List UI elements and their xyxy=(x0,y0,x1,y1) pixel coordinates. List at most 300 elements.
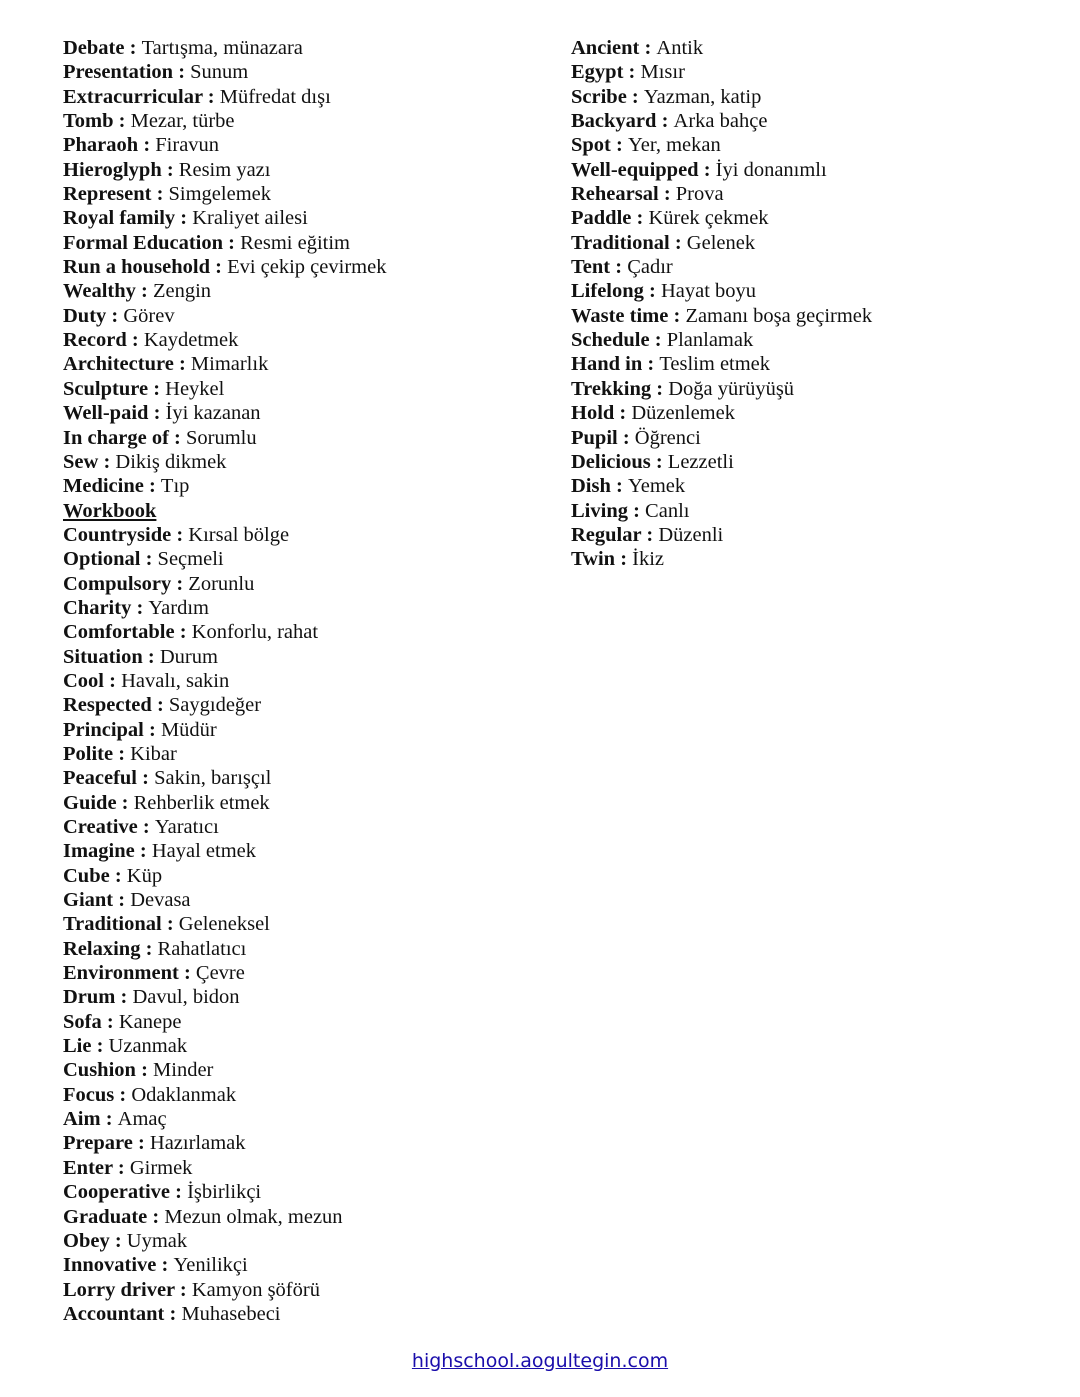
vocabulary-meaning: Öğrenci xyxy=(634,426,701,449)
vocabulary-term: Dish xyxy=(571,475,611,498)
vocabulary-entry xyxy=(571,85,1051,109)
vocabulary-meaning: Girmek xyxy=(129,1156,193,1179)
vocabulary-entry xyxy=(63,474,543,498)
vocabulary-meaning: İyi kazanan xyxy=(165,402,261,425)
term-separator: : xyxy=(131,596,149,619)
vocabulary-meaning: Uzanmak xyxy=(108,1035,188,1058)
term-separator: : xyxy=(209,256,228,279)
vocabulary-term: Respected xyxy=(63,694,152,717)
vocabulary-meaning: Yer, mekan xyxy=(627,134,721,157)
vocabulary-term: Giant xyxy=(63,889,114,912)
term-separator: : xyxy=(113,110,131,133)
term-separator: : xyxy=(148,402,166,425)
vocabulary-meaning: Zorunlu xyxy=(188,572,255,595)
vocabulary-term: Ancient xyxy=(571,37,640,59)
vocabulary-meaning: Saygıdeğer xyxy=(168,694,262,717)
vocabulary-meaning: Uymak xyxy=(126,1229,188,1252)
vocabulary-meaning: Kırsal bölge xyxy=(188,523,290,546)
vocabulary-term: Peaceful xyxy=(63,767,137,790)
vocabulary-entry xyxy=(571,377,1051,401)
vocabulary-meaning: Planlamak xyxy=(666,329,754,352)
vocabulary-term: Debate xyxy=(63,37,125,59)
vocabulary-term: Extracurricular xyxy=(63,85,203,108)
vocabulary-entry xyxy=(63,304,543,328)
vocabulary-entry xyxy=(63,839,543,863)
vocabulary-term: Hieroglyph xyxy=(63,158,162,181)
term-separator: : xyxy=(142,645,160,668)
vocabulary-term: Graduate xyxy=(63,1205,148,1228)
vocabulary-entry xyxy=(63,523,543,547)
vocabulary-entry xyxy=(571,328,1051,352)
vocabulary-entry xyxy=(63,572,543,596)
vocabulary-term: Lie xyxy=(63,1035,92,1058)
term-separator: : xyxy=(650,450,668,473)
vocabulary-entry xyxy=(63,1107,543,1131)
vocabulary-entry xyxy=(63,1278,543,1302)
vocabulary-entry xyxy=(63,1229,543,1253)
vocabulary-entry xyxy=(571,36,1051,60)
vocabulary-term: Tomb xyxy=(63,110,114,133)
vocabulary-meaning: Sorumlu xyxy=(185,426,257,449)
vocabulary-meaning: Yaratıcı xyxy=(154,816,219,838)
vocabulary-entry xyxy=(571,206,1051,230)
term-separator: : xyxy=(202,85,220,108)
vocabulary-meaning: Simgelemek xyxy=(168,183,271,206)
term-separator: : xyxy=(143,475,161,498)
vocabulary-term: Presentation xyxy=(63,61,174,84)
vocabulary-term: Charity xyxy=(63,596,132,619)
vocabulary-meaning: Zamanı boşa geçirmek xyxy=(685,304,873,327)
term-separator: : xyxy=(109,1229,127,1252)
vocabulary-entry xyxy=(63,60,543,84)
term-separator: : xyxy=(174,1278,192,1301)
vocabulary-meaning: Sunum xyxy=(190,61,249,84)
vocabulary-meaning: Kaydetmek xyxy=(143,329,239,352)
vocabulary-term: Well-paid xyxy=(63,402,149,425)
vocabulary-meaning: Görev xyxy=(123,304,175,327)
term-separator: : xyxy=(91,1035,109,1058)
vocabulary-term: Cooperative xyxy=(63,1181,171,1204)
term-separator: : xyxy=(698,158,716,181)
vocabulary-term: Pupil xyxy=(571,426,618,449)
term-separator: : xyxy=(106,304,124,327)
vocabulary-term: Medicine xyxy=(63,475,144,498)
term-separator: : xyxy=(137,767,155,790)
vocabulary-entry xyxy=(571,133,1051,157)
term-separator: : xyxy=(617,426,635,449)
vocabulary-meaning: Hayat boyu xyxy=(660,280,757,303)
vocabulary-entry xyxy=(571,158,1051,182)
term-separator: : xyxy=(639,37,657,59)
vocabulary-entry xyxy=(571,231,1051,255)
vocabulary-entry xyxy=(63,1010,543,1034)
vocabulary-meaning: Durum xyxy=(159,645,218,668)
term-separator: : xyxy=(173,61,191,84)
vocabulary-term: Run a household xyxy=(63,256,210,279)
vocabulary-meaning: Resim yazı xyxy=(178,158,271,181)
vocabulary-entry xyxy=(571,279,1051,303)
term-separator: : xyxy=(147,1205,165,1228)
term-separator: : xyxy=(610,256,628,279)
vocabulary-entry xyxy=(63,377,543,401)
vocabulary-meaning: İyi donanımlı xyxy=(715,158,827,181)
term-separator: : xyxy=(161,913,179,936)
vocabulary-term: Sculpture xyxy=(63,377,149,400)
vocabulary-term: Formal Education xyxy=(63,231,224,254)
footer-site-link[interactable]: highschool.aogultegin.com xyxy=(411,1350,669,1372)
vocabulary-meaning: Tartışma, münazara xyxy=(141,37,303,59)
vocabulary-meaning: Mezun olmak, mezun xyxy=(164,1205,343,1228)
vocabulary-term: Drum xyxy=(63,986,116,1009)
vocabulary-meaning: Sakin, barışçıl xyxy=(154,767,272,790)
vocabulary-entry xyxy=(63,109,543,133)
vocabulary-meaning: Hazırlamak xyxy=(149,1132,246,1155)
vocabulary-term: Duty xyxy=(63,304,107,327)
vocabulary-entry xyxy=(571,450,1051,474)
vocabulary-meaning: Hayal etmek xyxy=(151,840,256,863)
vocabulary-term: Comfortable xyxy=(63,621,175,644)
term-separator: : xyxy=(627,499,646,522)
vocabulary-entry xyxy=(63,1131,543,1155)
term-separator: : xyxy=(175,207,193,230)
term-separator: : xyxy=(631,207,649,230)
vocabulary-entry xyxy=(63,1253,543,1277)
term-separator: : xyxy=(101,1010,119,1033)
vocabulary-list-left xyxy=(63,36,543,1326)
vocabulary-term: Accountant xyxy=(63,1302,165,1325)
term-separator: : xyxy=(126,329,144,352)
vocabulary-entry xyxy=(571,547,1051,571)
vocabulary-meaning: Çadır xyxy=(627,256,673,279)
term-separator: : xyxy=(614,402,632,425)
term-separator: : xyxy=(104,669,122,692)
vocabulary-entry xyxy=(63,255,543,279)
vocabulary-term: Pharaoh xyxy=(63,134,139,157)
term-separator: : xyxy=(170,1181,188,1204)
vocabulary-entry xyxy=(63,231,543,255)
vocabulary-entry xyxy=(63,328,543,352)
vocabulary-meaning: Canlı xyxy=(645,499,690,522)
vocabulary-entry xyxy=(63,85,543,109)
term-separator: : xyxy=(643,280,661,303)
vocabulary-term: Environment xyxy=(63,962,179,985)
vocabulary-entry xyxy=(571,474,1051,498)
vocabulary-term: Backyard xyxy=(571,110,657,133)
section-heading-workbook xyxy=(63,499,543,523)
vocabulary-meaning: Kibar xyxy=(130,742,177,765)
vocabulary-term: Traditional xyxy=(63,913,162,936)
vocabulary-entry xyxy=(63,182,543,206)
vocabulary-term: Hand in xyxy=(571,353,643,376)
vocabulary-term: In charge of xyxy=(63,426,169,449)
vocabulary-term: Paddle xyxy=(571,207,632,230)
vocabulary-meaning: Mısır xyxy=(640,61,685,84)
vocabulary-meaning: Muhasebeci xyxy=(181,1302,281,1325)
vocabulary-meaning: Tıp xyxy=(160,475,190,498)
vocabulary-meaning: Kraliyet ailesi xyxy=(192,207,308,230)
vocabulary-term: Enter xyxy=(63,1156,113,1179)
term-separator: : xyxy=(626,85,644,108)
vocabulary-meaning: Yazman, katip xyxy=(643,85,762,108)
vocabulary-entry xyxy=(63,718,543,742)
vocabulary-entry xyxy=(63,450,543,474)
vocabulary-entry xyxy=(63,766,543,790)
vocabulary-entry xyxy=(63,133,543,157)
vocabulary-meaning: Düzenli xyxy=(658,523,724,546)
vocabulary-entry xyxy=(63,791,543,815)
vocabulary-entry xyxy=(63,1058,543,1082)
term-separator: : xyxy=(171,523,189,546)
vocabulary-meaning: Zengin xyxy=(152,280,212,303)
term-separator: : xyxy=(114,1083,132,1106)
vocabulary-term: Lorry driver xyxy=(63,1278,175,1301)
vocabulary-meaning: Müdür xyxy=(160,718,217,741)
vocabulary-term: Royal family xyxy=(63,207,176,230)
term-separator: : xyxy=(610,134,628,157)
vocabulary-term: Waste time xyxy=(571,304,669,327)
vocabulary-entry xyxy=(63,158,543,182)
vocabulary-term: Architecture xyxy=(63,353,174,376)
vocabulary-entry xyxy=(63,1083,543,1107)
term-separator: : xyxy=(161,158,179,181)
term-separator: : xyxy=(151,694,169,717)
vocabulary-term: Focus xyxy=(63,1083,115,1106)
vocabulary-meaning: Gelenek xyxy=(686,231,756,254)
vocabulary-meaning: Resmi eğitim xyxy=(240,231,351,254)
vocabulary-meaning: Konforlu, rahat xyxy=(191,621,319,644)
vocabulary-meaning: Geleneksel xyxy=(178,913,270,936)
vocabulary-term: Relaxing xyxy=(63,937,141,960)
vocabulary-meaning: Arka bahçe xyxy=(673,110,768,133)
vocabulary-meaning: Kürek çekmek xyxy=(648,207,769,230)
term-separator: : xyxy=(171,572,189,595)
vocabulary-term: Cushion xyxy=(63,1059,136,1082)
vocabulary-meaning: Heykel xyxy=(165,377,225,400)
vocabulary-entry xyxy=(571,426,1051,450)
vocabulary-term: Creative xyxy=(63,816,138,838)
footer xyxy=(0,1350,1080,1372)
term-separator: : xyxy=(113,889,131,912)
vocabulary-meaning: İşbirlikçi xyxy=(187,1181,262,1204)
vocabulary-meaning: Odaklanmak xyxy=(131,1083,237,1106)
vocabulary-entry xyxy=(571,304,1051,328)
term-separator: : xyxy=(656,110,674,133)
vocabulary-entry xyxy=(63,206,543,230)
vocabulary-entry xyxy=(63,985,543,1009)
section-heading-label: Workbook xyxy=(63,499,157,522)
vocabulary-entry xyxy=(63,279,543,303)
vocabulary-term: Sofa xyxy=(63,1010,102,1033)
vocabulary-term: Trekking xyxy=(571,377,652,400)
vocabulary-entry xyxy=(63,1156,543,1180)
term-separator: : xyxy=(143,718,161,741)
vocabulary-list-right xyxy=(571,36,1051,572)
vocabulary-meaning: Seçmeli xyxy=(157,548,224,571)
term-separator: : xyxy=(148,377,166,400)
term-separator: : xyxy=(615,548,633,571)
vocabulary-term: Cube xyxy=(63,864,110,887)
vocabulary-entry xyxy=(63,1180,543,1204)
term-separator: : xyxy=(140,937,158,960)
vocabulary-term: Tent xyxy=(571,256,611,279)
vocabulary-meaning: İkiz xyxy=(632,548,665,571)
vocabulary-entry xyxy=(63,742,543,766)
term-separator: : xyxy=(668,304,686,327)
vocabulary-term: Sew xyxy=(63,450,99,473)
term-separator: : xyxy=(164,1302,182,1325)
term-separator: : xyxy=(658,183,676,206)
vocabulary-entry xyxy=(63,36,543,60)
term-separator: : xyxy=(109,864,127,887)
vocabulary-term: Cool xyxy=(63,669,104,692)
vocabulary-entry xyxy=(63,693,543,717)
term-separator: : xyxy=(623,61,641,84)
term-separator: : xyxy=(174,621,192,644)
term-separator: : xyxy=(223,231,241,254)
vocabulary-entry xyxy=(571,401,1051,425)
vocabulary-meaning: Dikiş dikmek xyxy=(115,450,227,473)
vocabulary-meaning: Yenilikçi xyxy=(173,1254,248,1277)
vocabulary-term: Hold xyxy=(571,402,615,425)
vocabulary-term: Well-equipped xyxy=(571,158,699,181)
vocabulary-entry xyxy=(63,912,543,936)
term-separator: : xyxy=(649,329,667,352)
term-separator: : xyxy=(151,183,169,206)
vocabulary-term: Situation xyxy=(63,645,143,668)
vocabulary-term: Imagine xyxy=(63,840,135,863)
term-separator: : xyxy=(137,816,155,838)
vocabulary-term: Countryside xyxy=(63,523,172,546)
vocabulary-term: Rehearsal xyxy=(571,183,659,206)
vocabulary-entry xyxy=(63,1205,543,1229)
vocabulary-term: Scribe xyxy=(571,85,627,108)
vocabulary-entry xyxy=(63,815,543,839)
vocabulary-meaning: Devasa xyxy=(130,889,191,912)
vocabulary-meaning: Yemek xyxy=(627,475,686,498)
vocabulary-term: Obey xyxy=(63,1229,110,1252)
vocabulary-term: Wealthy xyxy=(63,280,136,303)
vocabulary-entry xyxy=(63,864,543,888)
term-separator: : xyxy=(173,353,191,376)
vocabulary-meaning: Kanepe xyxy=(118,1010,182,1033)
vocabulary-entry xyxy=(63,596,543,620)
vocabulary-entry xyxy=(63,547,543,571)
term-separator: : xyxy=(140,548,158,571)
vocabulary-meaning: Mimarlık xyxy=(190,353,269,376)
vocabulary-term: Guide xyxy=(63,791,117,814)
vocabulary-meaning: Doğa yürüyüşü xyxy=(668,377,795,400)
vocabulary-meaning: Havalı, sakin xyxy=(121,669,230,692)
vocabulary-entry xyxy=(63,669,543,693)
vocabulary-meaning: Müfredat dışı xyxy=(219,85,331,108)
vocabulary-entry xyxy=(571,60,1051,84)
vocabulary-entry xyxy=(63,1034,543,1058)
vocabulary-entry xyxy=(571,109,1051,133)
vocabulary-meaning: Amaç xyxy=(117,1108,167,1131)
vocabulary-entry xyxy=(63,937,543,961)
vocabulary-meaning: Düzenlemek xyxy=(631,402,735,425)
term-separator: : xyxy=(642,353,660,376)
vocabulary-term: Traditional xyxy=(571,231,670,254)
term-separator: : xyxy=(113,742,131,765)
vocabulary-term: Optional xyxy=(63,548,141,571)
vocabulary-entry xyxy=(571,352,1051,376)
vocabulary-term: Regular xyxy=(571,523,642,546)
term-separator: : xyxy=(100,1108,118,1131)
vocabulary-meaning: Çevre xyxy=(195,962,245,985)
vocabulary-term: Principal xyxy=(63,718,144,741)
vocabulary-entry xyxy=(63,888,543,912)
term-separator: : xyxy=(669,231,687,254)
term-separator: : xyxy=(132,1132,150,1155)
vocabulary-term: Spot xyxy=(571,134,611,157)
vocabulary-term: Represent xyxy=(63,183,152,206)
term-separator: : xyxy=(135,280,153,303)
vocabulary-meaning: Küp xyxy=(126,864,163,887)
vocabulary-entry xyxy=(63,961,543,985)
vocabulary-term: Innovative xyxy=(63,1254,157,1277)
vocabulary-entry xyxy=(571,523,1051,547)
term-separator: : xyxy=(116,791,134,814)
vocabulary-term: Egypt xyxy=(571,61,624,84)
vocabulary-term: Lifelong xyxy=(571,280,644,303)
vocabulary-entry xyxy=(571,499,1051,523)
vocabulary-term: Record xyxy=(63,329,127,352)
vocabulary-entry xyxy=(63,645,543,669)
vocabulary-entry xyxy=(571,255,1051,279)
vocabulary-meaning: Teslim etmek xyxy=(659,353,771,376)
term-separator: : xyxy=(156,1254,174,1277)
vocabulary-entry xyxy=(63,352,543,376)
vocabulary-meaning: Minder xyxy=(153,1059,214,1082)
vocabulary-meaning: Rehberlik etmek xyxy=(133,791,270,814)
term-separator: : xyxy=(138,134,156,157)
term-separator: : xyxy=(610,475,628,498)
vocabulary-term: Aim xyxy=(63,1108,101,1131)
vocabulary-term: Polite xyxy=(63,742,114,765)
vocabulary-entry xyxy=(63,620,543,644)
vocabulary-meaning: Prova xyxy=(675,183,724,206)
vocabulary-meaning: Lezzetli xyxy=(667,450,734,473)
term-separator: : xyxy=(641,523,659,546)
term-separator: : xyxy=(124,37,142,59)
vocabulary-term: Compulsory xyxy=(63,572,172,595)
term-separator: : xyxy=(168,426,186,449)
vocabulary-meaning: Firavun xyxy=(155,134,220,157)
vocabulary-meaning: Rahatlatıcı xyxy=(157,937,247,960)
vocabulary-entry xyxy=(571,182,1051,206)
term-separator: : xyxy=(651,377,669,400)
term-separator: : xyxy=(134,840,152,863)
term-separator: : xyxy=(98,450,116,473)
term-separator: : xyxy=(115,986,133,1009)
vocabulary-meaning: Davul, bidon xyxy=(132,986,240,1009)
vocabulary-term: Delicious xyxy=(571,450,651,473)
vocabulary-term: Living xyxy=(571,499,628,522)
vocabulary-meaning: Yardım xyxy=(148,596,209,619)
term-separator: : xyxy=(112,1156,130,1179)
vocabulary-meaning: Mezar, türbe xyxy=(130,110,235,133)
vocabulary-meaning: Kamyon şöförü xyxy=(191,1278,320,1301)
vocabulary-term: Twin xyxy=(571,548,616,571)
vocabulary-entry xyxy=(63,1302,543,1326)
term-separator: : xyxy=(178,962,196,985)
vocabulary-term: Schedule xyxy=(571,329,650,352)
term-separator: : xyxy=(135,1059,154,1082)
vocabulary-entry xyxy=(63,401,543,425)
vocabulary-meaning: Evi çekip çevirmek xyxy=(227,256,387,279)
vocabulary-meaning: Antik xyxy=(656,37,704,59)
